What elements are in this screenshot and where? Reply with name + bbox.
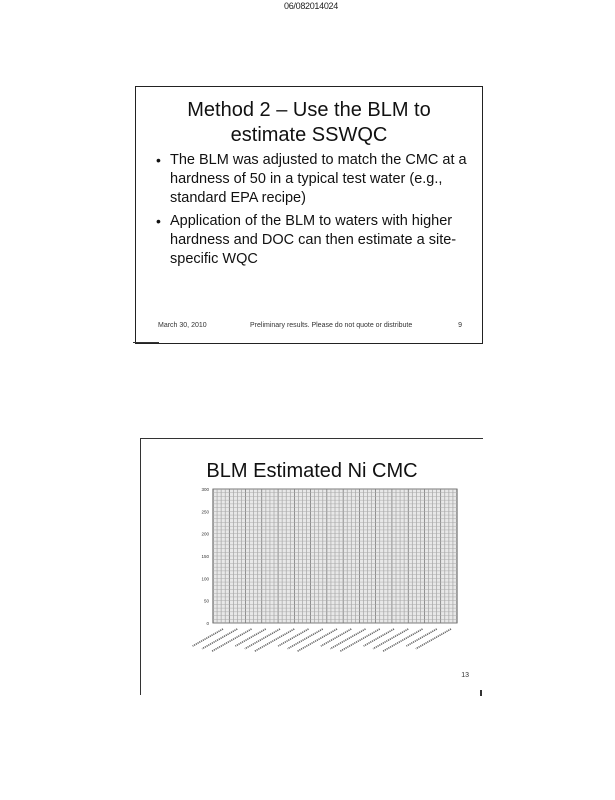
- slide-title: [136, 98, 482, 148]
- x-category-label: [288, 629, 323, 649]
- x-category-label: [278, 629, 308, 646]
- y-tick-label: 100: [201, 576, 209, 582]
- bullet-item: [154, 151, 476, 208]
- footer-note: Preliminary results. Please do not quote or distribute: [250, 322, 413, 329]
- scan-mark: [133, 342, 159, 343]
- bullet-icon: •: [156, 213, 161, 229]
- x-category-label: [416, 629, 451, 649]
- scan-mark: [140, 438, 141, 694]
- y-tick-label: 200: [201, 531, 209, 537]
- y-tick-label: 250: [201, 509, 209, 515]
- bullet-item: [154, 212, 476, 269]
- y-tick-label: 50: [203, 598, 209, 604]
- grid-lines: [213, 489, 457, 623]
- bullet-text: Application of the BLM to waters with higher hardness and DOC can then estimate a site-specific WQC: [170, 213, 457, 267]
- slide-method-2: [135, 86, 483, 344]
- y-tick-label: 0: [206, 621, 209, 626]
- footer-date: March 30, 2010: [158, 322, 207, 329]
- y-tick-label: 150: [201, 554, 209, 559]
- x-category-label: [321, 629, 351, 646]
- bullet-list: [154, 151, 476, 273]
- x-category-label: [373, 629, 408, 649]
- document-stamp: 06/082014024: [284, 1, 338, 11]
- y-tick-label: 300: [201, 487, 209, 492]
- page-number: 9: [458, 322, 462, 329]
- slide-title: BLM Estimated Ni CMC: [206, 460, 418, 482]
- x-axis-categories: [193, 629, 451, 652]
- y-axis-ticks: [201, 487, 209, 626]
- bar-chart: [161, 485, 481, 685]
- scan-mark: [480, 690, 482, 696]
- bullet-icon: •: [156, 152, 161, 168]
- x-category-label: [202, 629, 237, 649]
- x-category-label: [406, 629, 436, 646]
- slide-blm-chart: [140, 438, 483, 695]
- x-category-label: [193, 629, 223, 646]
- x-category-label: [235, 629, 265, 646]
- x-category-label: [330, 629, 365, 649]
- x-category-label: [364, 629, 394, 646]
- slide-title-line-2: estimate SSWQC: [230, 124, 388, 146]
- slide-title-line-1: Method 2 – Use the BLM to: [187, 99, 431, 121]
- chart-area: [161, 485, 481, 685]
- bullet-text: The BLM was adjusted to match the CMC at a hardness of 50 in a typical test water (e.g., standard EPA recipe): [170, 152, 467, 206]
- x-category-label: [245, 629, 280, 649]
- page-number: 13: [461, 672, 469, 679]
